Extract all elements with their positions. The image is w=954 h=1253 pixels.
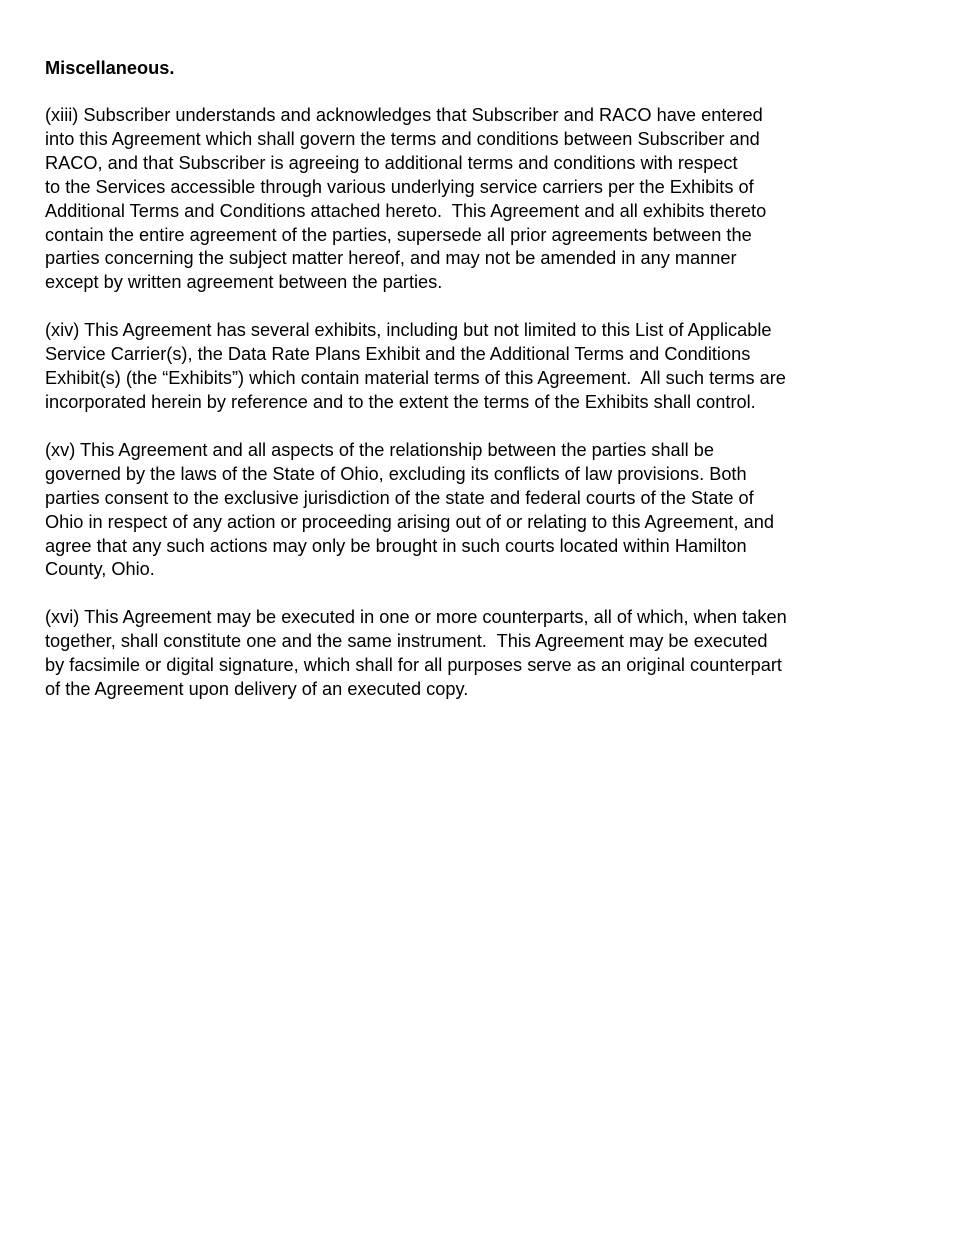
section-heading: Miscellaneous. xyxy=(45,58,175,78)
paragraph-line: parties consent to the exclusive jurisdiction of the state and federal courts of the State of xyxy=(45,487,754,508)
paragraph-xvi xyxy=(45,606,925,702)
paragraph-line: Exhibit(s) (the “Exhibits”) which contain material terms of this Agreement. All such terms are xyxy=(45,368,786,389)
paragraph-line: (xiv) This Agreement has several exhibits, including but not limited to this List of Applicable xyxy=(45,320,772,341)
paragraph-line: agree that any such actions may only be brought in such courts located within Hamilton xyxy=(45,535,747,556)
paragraph-line: incorporated herein by reference and to the extent the terms of the Exhibits shall control. xyxy=(45,391,756,412)
paragraph-line: contain the entire agreement of the parties, supersede all prior agreements between the xyxy=(45,224,752,245)
paragraph-line: into this Agreement which shall govern the terms and conditions between Subscriber and xyxy=(45,128,760,149)
paragraph-line: governed by the laws of the State of Ohio, excluding its conflicts of law provisions. Both xyxy=(45,463,747,484)
paragraph-line: (xv) This Agreement and all aspects of the relationship between the parties shall be xyxy=(45,439,714,460)
paragraph-xiv xyxy=(45,319,925,415)
paragraph-line: (xvi) This Agreement may be executed in one or more counterparts, all of which, when taken xyxy=(45,607,787,628)
paragraph-xv xyxy=(45,439,925,582)
paragraph-xiii xyxy=(45,104,925,295)
paragraph-line: RACO, and that Subscriber is agreeing to additional terms and conditions with respect xyxy=(45,152,738,173)
paragraph-line: Service Carrier(s), the Data Rate Plans Exhibit and the Additional Terms and Conditions xyxy=(45,344,751,365)
paragraph-line: by facsimile or digital signature, which shall for all purposes serve as an original counterpart xyxy=(45,655,782,676)
paragraph-line: together, shall constitute one and the same instrument. This Agreement may be executed xyxy=(45,631,768,652)
paragraph-line: County, Ohio. xyxy=(45,559,155,580)
document-page xyxy=(45,56,925,726)
paragraph-line: Additional Terms and Conditions attached hereto. This Agreement and all exhibits thereto xyxy=(45,200,767,221)
paragraph-line: to the Services accessible through various underlying service carriers per the Exhibits of xyxy=(45,176,754,197)
paragraph-line: except by written agreement between the parties. xyxy=(45,272,443,293)
paragraph-line: parties concerning the subject matter hereof, and may not be amended in any manner xyxy=(45,248,737,269)
paragraph-line: Ohio in respect of any action or proceeding arising out of or relating to this Agreement, and xyxy=(45,511,774,532)
paragraph-line: of the Agreement upon delivery of an executed copy. xyxy=(45,679,469,700)
paragraph-line: (xiii) Subscriber understands and acknowledges that Subscriber and RACO have entered xyxy=(45,105,763,125)
